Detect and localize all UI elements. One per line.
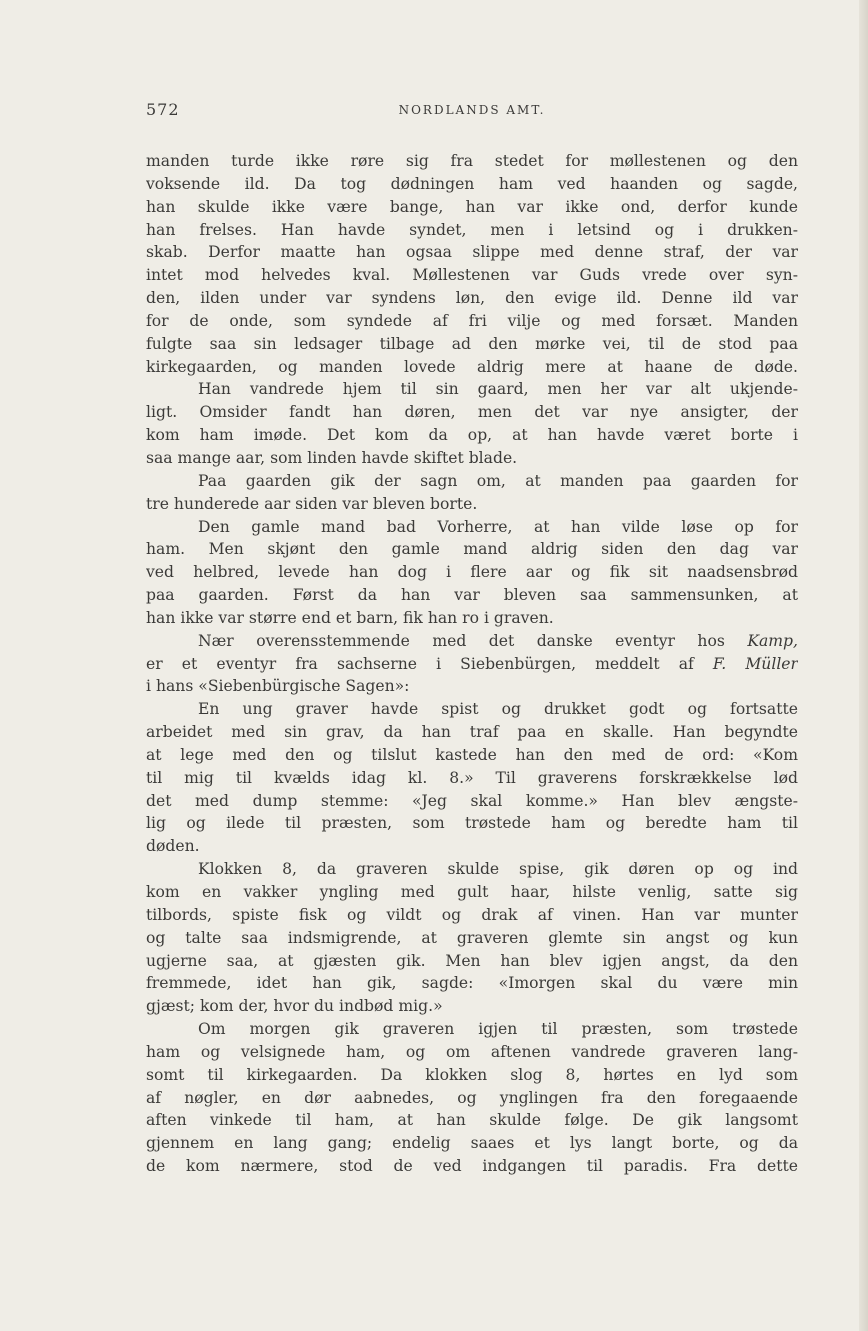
- text-line-content: arbeidet med sin grav, da han traf paa en skalle. Han begyndte: [146, 723, 798, 742]
- text-line: [146, 1132, 798, 1155]
- text-line-content: det med dump stemme: «Jeg skal komme.» Han blev ængste-: [146, 791, 798, 810]
- text-line: [146, 1018, 798, 1041]
- text-line: [146, 630, 798, 653]
- text-line: [146, 196, 798, 219]
- running-head: NORDLANDS AMT.: [398, 103, 546, 117]
- text-line-content: han frelses. Han havde syndet, men i letsind og i drukken-: [146, 220, 798, 239]
- text-line: [146, 424, 798, 447]
- text-line-content: En ung graver havde spist og drukket godt og fortsatte: [198, 700, 798, 719]
- text-line-content: fulgte saa sin ledsager tilbage ad den mørke vei, til de stod paa: [146, 334, 798, 353]
- text-line-content: ugjerne saa, at gjæsten gik. Men han blev igjen angst, da den: [146, 951, 798, 970]
- text-line-content: gjennem en lang gang; endelig saaes et lys langt borte, og da: [146, 1134, 798, 1153]
- text-line-content: Nær overensstemmende med det danske eventyr hos: [198, 631, 748, 650]
- text-line-content: manden turde ikke røre sig fra stedet for møllestenen og den: [146, 152, 798, 170]
- text-line-italic: F. Müller: [712, 654, 798, 673]
- page-number: 572: [146, 100, 180, 119]
- text-line-content: ligt. Omsider fandt han døren, men det var nye ansigter, der: [146, 403, 798, 422]
- text-line: [146, 675, 798, 698]
- text-line: [146, 1155, 798, 1178]
- text-line-content: tre hunderede aar siden var bleven borte.: [146, 494, 478, 513]
- text-line: [146, 744, 798, 767]
- text-line: [146, 401, 798, 424]
- text-line-content: paa gaarden. Først da han var bleven saa sammensunken, at: [146, 586, 798, 605]
- text-line-content: Han vandrede hjem til sin gaard, men her var alt ukjende-: [198, 380, 798, 399]
- text-line: [146, 561, 798, 584]
- text-line: [146, 150, 798, 173]
- text-line: [146, 538, 798, 561]
- text-line: [146, 698, 798, 721]
- text-line-content: for de onde, som syndede af fri vilje og med forsæt. Manden: [146, 311, 798, 330]
- text-line-content: aften vinkede til ham, at han skulde følge. De gik langsomt: [146, 1111, 798, 1130]
- text-line: [146, 767, 798, 790]
- text-line-content: somt til kirkegaarden. Da klokken slog 8, hørtes en lyd som: [146, 1065, 798, 1084]
- text-line-content: Den gamle mand bad Vorherre, at han vilde løse op for: [198, 517, 798, 536]
- text-line-content: ved helbred, levede han dog i flere aar og fik sit naadsensbrød: [146, 563, 798, 582]
- text-line-content: de kom nærmere, stod de ved indgangen til paradis. Fra dette: [146, 1157, 798, 1176]
- text-line-content: døden.: [146, 837, 200, 856]
- text-line-content: den, ilden under var syndens løn, den evige ild. Denne ild var: [146, 289, 798, 308]
- text-line: [146, 995, 798, 1018]
- text-line: [146, 516, 798, 539]
- text-line-content: til mig til kvælds idag kl. 8.» Til graverens forskrækkelse lød: [146, 768, 798, 787]
- text-line: [146, 790, 798, 813]
- text-line-content: at lege med den og tilslut kastede han den med de ord: «Kom: [146, 745, 798, 764]
- text-line-content: i hans «Siebenbürgische Sagen»:: [146, 677, 410, 696]
- text-line-content: saa mange aar, som linden havde skiftet blade.: [146, 448, 518, 467]
- text-line: [146, 950, 798, 973]
- text-line: [146, 470, 798, 493]
- text-line: [146, 378, 798, 401]
- text-line-content: af nøgler, en dør aabnedes, og ynglingen fra den foregaaende: [146, 1088, 798, 1107]
- text-line: [146, 584, 798, 607]
- page-edge: [859, 0, 868, 1331]
- text-line: [146, 721, 798, 744]
- text-line-content: han ikke var større end et barn, fik han ro i graven.: [146, 608, 554, 627]
- text-line: [146, 812, 798, 835]
- text-line-content: ham og velsignede ham, og om aftenen vandrede graveren lang-: [146, 1042, 798, 1061]
- text-line: [146, 219, 798, 242]
- text-line-content: ham. Men skjønt den gamle mand aldrig siden den dag var: [146, 540, 798, 559]
- text-line: [146, 927, 798, 950]
- text-line: [146, 310, 798, 333]
- text-line-content: voksende ild. Da tog dødningen ham ved haanden og sagde,: [146, 174, 798, 193]
- text-line-content: kom ham imøde. Det kom da op, at han havde været borte i: [146, 426, 798, 445]
- text-line: [146, 607, 798, 630]
- text-line-content: Paa gaarden gik der sagn om, at manden paa gaarden for: [198, 471, 798, 490]
- text-line: [146, 835, 798, 858]
- text-line-content: han skulde ikke være bange, han var ikke ond, derfor kunde: [146, 197, 798, 216]
- text-line: [146, 447, 798, 470]
- body-text: [146, 150, 798, 1178]
- text-line-content: kom en vakker yngling med gult haar, hilste venlig, satte sig: [146, 883, 798, 901]
- text-line: [146, 1064, 798, 1087]
- text-line: [146, 858, 798, 881]
- text-line-content: fremmede, idet han gik, sagde: «Imorgen skal du være min: [146, 974, 798, 993]
- text-line: [146, 287, 798, 310]
- page-header: [146, 100, 798, 124]
- text-line: [146, 333, 798, 356]
- text-line: [146, 653, 798, 676]
- text-line-content: kirkegaarden, og manden lovede aldrig mere at haane de døde.: [146, 357, 798, 376]
- text-line-content: intet mod helvedes kval. Møllestenen var Guds vrede over syn-: [146, 266, 798, 285]
- text-line: [146, 1041, 798, 1064]
- text-line: [146, 972, 798, 995]
- text-line-italic: Kamp,: [747, 631, 798, 650]
- text-line-content: og talte saa indsmigrende, at graveren glemte sin angst og kun: [146, 928, 798, 947]
- text-line: [146, 493, 798, 516]
- text-line: [146, 881, 798, 904]
- text-line-content: Klokken 8, da graveren skulde spise, gik døren op og ind: [198, 860, 798, 879]
- text-line: [146, 904, 798, 927]
- text-line-content: er et eventyr fra sachserne i Siebenbürgen, meddelt af: [146, 654, 713, 673]
- text-line: [146, 173, 798, 196]
- text-line-content: tilbords, spiste fisk og vildt og drak af vinen. Han var munter: [146, 905, 798, 924]
- text-line-content: skab. Derfor maatte han ogsaa slippe med denne straf, der var: [146, 243, 798, 262]
- text-line-content: gjæst; kom der, hvor du indbød mig.»: [146, 997, 443, 1016]
- text-line: [146, 264, 798, 287]
- text-line: [146, 1109, 798, 1132]
- text-line-content: lig og ilede til præsten, som trøstede ham og beredte ham til: [146, 814, 798, 833]
- text-line-content: Om morgen gik graveren igjen til præsten, som trøstede: [198, 1020, 798, 1039]
- text-line: [146, 1087, 798, 1110]
- text-line: [146, 241, 798, 264]
- text-line: [146, 356, 798, 379]
